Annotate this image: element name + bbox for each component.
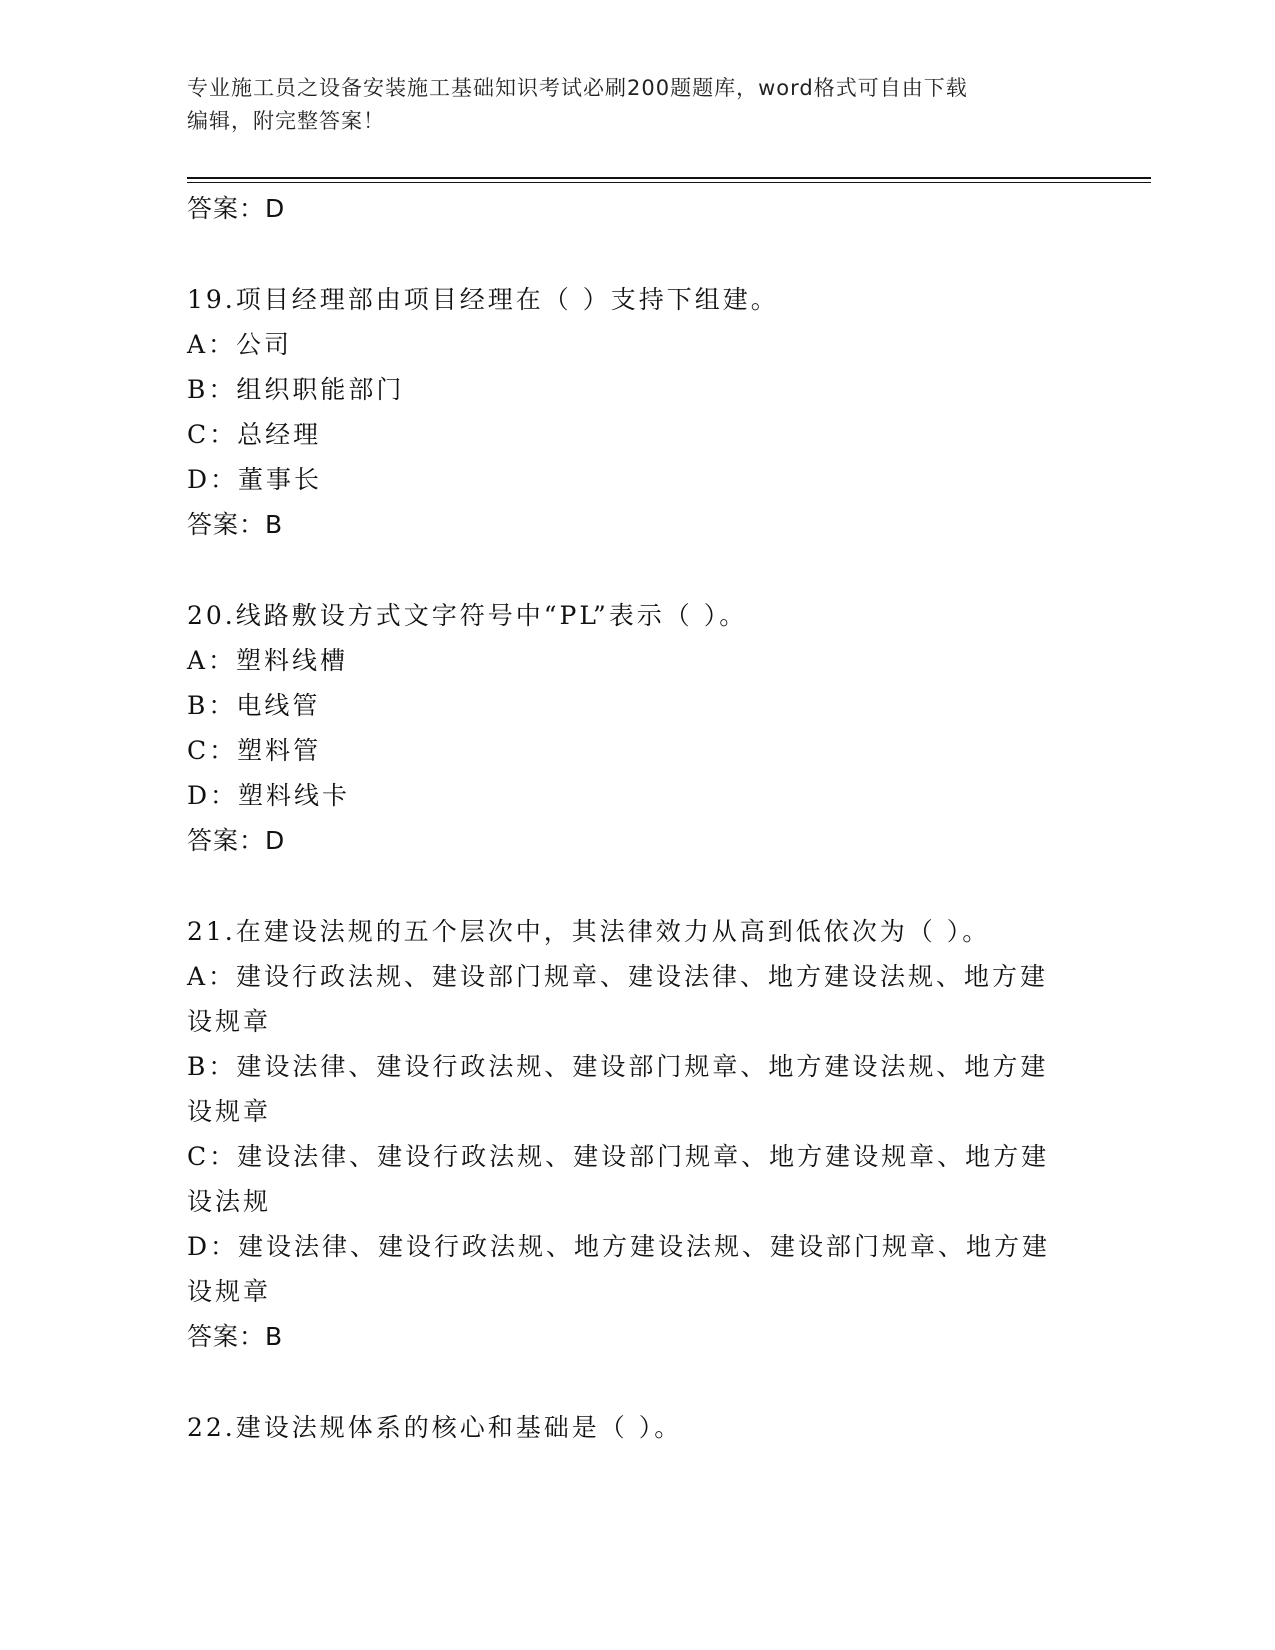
question-21-option-c-line-1: C：建设法律、建设行政法规、建设部门规章、地方建设规章、地方建 bbox=[187, 1142, 1050, 1171]
question-19-answer: 答案：B bbox=[187, 510, 284, 539]
question-21-option-a-line-1: A：建设行政法规、建设部门规章、建设法律、地方建设法规、地方建 bbox=[187, 962, 1049, 991]
question-19-option-b: B：组织职能部门 bbox=[187, 375, 405, 404]
question-19-stem: 19.项目经理部由项目经理在（ ）支持下组建。 bbox=[187, 285, 779, 314]
question-21-answer: 答案：B bbox=[187, 1322, 284, 1351]
question-21-option-c-line-2: 设法规 bbox=[187, 1187, 272, 1216]
question-20-option-b: B：电线管 bbox=[187, 691, 321, 720]
question-19-option-c: C：总经理 bbox=[187, 420, 322, 449]
document-header bbox=[187, 72, 1067, 138]
question-21-stem: 21.在建设法规的五个层次中，其法律效力从高到低依次为（ ）。 bbox=[187, 917, 991, 946]
question-21-option-d-line-1: D：建设法律、建设行政法规、地方建设法规、建设部门规章、地方建 bbox=[187, 1232, 1051, 1261]
question-20-option-a: A：塑料线槽 bbox=[187, 646, 349, 675]
previous-answer: 答案：D bbox=[187, 194, 286, 223]
question-20-answer: 答案：D bbox=[187, 826, 286, 855]
header-rule-thick bbox=[187, 177, 1151, 179]
question-20-option-c: C：塑料管 bbox=[187, 736, 322, 765]
question-20-option-d: D：塑料线卡 bbox=[187, 781, 351, 810]
header-rule-thin bbox=[187, 182, 1151, 183]
header-line-2: 编辑，附完整答案！ bbox=[187, 109, 385, 133]
question-21-option-b-line-1: B：建设法律、建设行政法规、建设部门规章、地方建设法规、地方建 bbox=[187, 1052, 1049, 1081]
question-19-option-a: A：公司 bbox=[187, 330, 293, 359]
question-22-stem: 22.建设法规体系的核心和基础是（ ）。 bbox=[187, 1413, 683, 1442]
question-21-option-b-line-2: 设规章 bbox=[187, 1097, 272, 1126]
question-21-option-a-line-2: 设规章 bbox=[187, 1007, 272, 1036]
question-19-option-d: D：董事长 bbox=[187, 465, 323, 494]
header-line-1: 专业施工员之设备安装施工基础知识考试必刷200题题库，word格式可自由下载 bbox=[187, 76, 968, 100]
question-21-option-d-line-2: 设规章 bbox=[187, 1277, 272, 1306]
question-20-stem: 20.线路敷设方式文字符号中“PL”表示（ ）。 bbox=[187, 601, 748, 630]
